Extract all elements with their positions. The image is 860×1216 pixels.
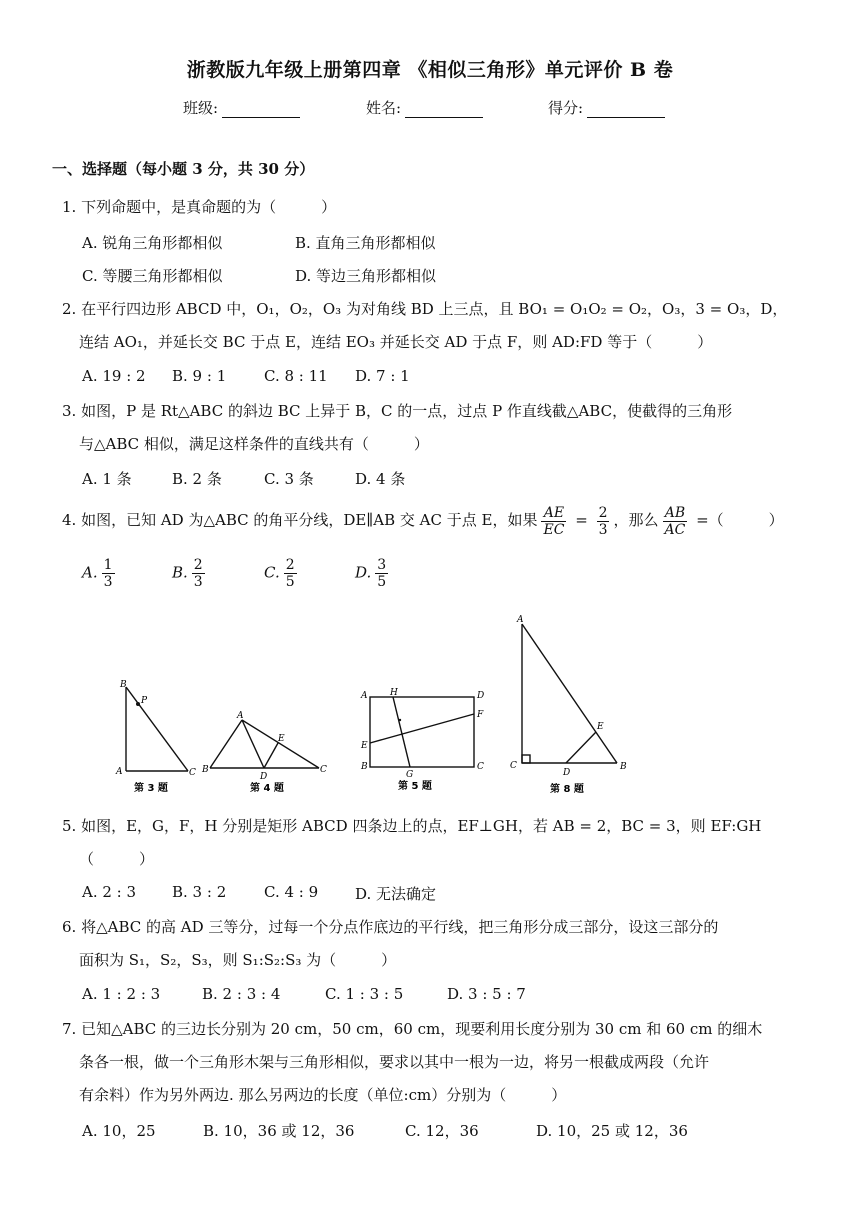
fig5-label-e: E xyxy=(361,741,368,751)
question-2-stem-line1: 2. 在平行四边形 ABCD 中，O₁，O₂，O₃ 为对角线 BD 上三点，且 BO₁ = O₁O₂ = O₂，O₃，3 = O₃，D， xyxy=(62,300,788,318)
fig8-label-b: B xyxy=(620,762,627,772)
question-4-stem-text-a: 4. 如图，已知 AD 为△ABC 的角平分线，DE∥AB 交 AC 于点 E，如果 xyxy=(62,511,538,529)
question-7-option-b: B. 10，36 或 12，36 xyxy=(203,1122,355,1140)
fraction-numerator: AB xyxy=(663,505,688,522)
fraction-denominator: 3 xyxy=(598,521,608,538)
fig5-point xyxy=(399,719,401,721)
question-6-option-d: D. 3 : 5 : 7 xyxy=(447,985,526,1003)
question-2-option-b: B. 9 : 1 xyxy=(172,367,227,385)
fig4-label-e: E xyxy=(278,734,285,744)
fig3-point-p xyxy=(136,702,140,706)
fig4-label-a: A xyxy=(237,711,244,721)
question-1-option-b: B. 直角三角形都相似 xyxy=(295,234,436,252)
fig5-label-c: C xyxy=(477,762,484,772)
fig3-caption: 第 3 题 xyxy=(134,783,168,794)
name-label: 姓名: xyxy=(366,99,402,117)
option-fraction xyxy=(375,557,388,590)
question-2-option-c: C. 8 : 11 xyxy=(264,367,328,385)
fig3-label-p: P xyxy=(141,696,148,706)
question-1-option-c: C. 等腰三角形都相似 xyxy=(82,267,223,285)
fig8-caption: 第 8 题 xyxy=(550,784,584,795)
question-2-option-a: A. 19 : 2 xyxy=(82,367,146,385)
fig4-label-b: B xyxy=(202,765,209,775)
fig8-label-e: E xyxy=(597,722,604,732)
question-4-option-d xyxy=(355,557,392,590)
option-fraction xyxy=(192,557,205,590)
question-7-stem-line2: 条各一根，做一个三角形木架与三角形相似，要求以其中一根为一边，将另一根截成两段（允许 xyxy=(79,1053,710,1071)
fig8-label-a: A xyxy=(517,615,524,625)
question-5-stem-line1: 5. 如图，E，G，F，H 分别是矩形 ABCD 四条边上的点，EF⊥GH，若 AB = 2，BC = 3，则 EF:GH xyxy=(62,817,762,835)
question-1-option-d: D. 等边三角形都相似 xyxy=(295,267,437,285)
class-field xyxy=(183,97,300,118)
name-blank xyxy=(405,103,483,118)
question-5-stem-line2: （ ） xyxy=(79,850,155,868)
question-7-option-c: C. 12，36 xyxy=(405,1122,479,1140)
fig4-segment-de xyxy=(264,743,278,768)
fraction-ae-ec xyxy=(541,505,566,538)
fraction-denominator: EC xyxy=(543,521,565,538)
option-fraction xyxy=(284,557,297,590)
fig4-side-ab xyxy=(210,720,242,768)
question-6-stem-line1: 6. 将△ABC 的高 AD 三等分，过每一个分点作底边的平行线，把三角形分成三部分，设这三部分的 xyxy=(62,918,719,936)
question-1-stem: 1. 下列命题中，是真命题的为（ ） xyxy=(62,198,337,216)
fig4-caption: 第 4 题 xyxy=(250,783,284,794)
question-3-option-c: C. 3 条 xyxy=(264,470,314,488)
question-6-option-c: C. 1 : 3 : 5 xyxy=(325,985,404,1003)
question-7-stem-line3: 有余料）作为另外两边. 那么另两边的长度（单位:cm）分别为（ ） xyxy=(79,1086,567,1104)
fig5-label-b: B xyxy=(361,762,368,772)
question-3-stem-line2: 与△ABC 相似，满足这样条件的直线共有（ ） xyxy=(79,435,429,453)
fraction-numerator: AE xyxy=(541,505,566,522)
question-4-option-c xyxy=(264,557,301,590)
figure-4 xyxy=(198,705,333,800)
question-6-stem-line2: 面积为 S₁，S₂，S₃，则 S₁:S₂:S₃ 为（ ） xyxy=(79,951,397,969)
question-4-option-b xyxy=(172,557,209,590)
question-1-option-a: A. 锐角三角形都相似 xyxy=(82,234,223,252)
fig3-label-c: C xyxy=(189,768,196,778)
score-blank xyxy=(587,103,665,118)
fig8-label-d: D xyxy=(563,768,571,778)
fraction-denominator: AC xyxy=(664,521,686,538)
question-3-stem-line1: 3. 如图，P 是 Rt△ABC 的斜边 BC 上异于 B，C 的一点，过点 P 作直线截△ABC，使截得的三角形 xyxy=(62,402,733,420)
fraction-denominator: 5 xyxy=(285,574,295,590)
question-6-option-b: B. 2 : 3 : 4 xyxy=(202,985,281,1003)
fig3-label-b: B xyxy=(120,680,127,690)
score-label: 得分: xyxy=(548,99,584,117)
fraction-numerator: 1 xyxy=(103,557,113,573)
fig8-segment-de xyxy=(566,732,596,763)
option-letter: C. xyxy=(264,563,280,582)
fig5-label-g: G xyxy=(406,770,414,780)
fig5-caption: 第 5 题 xyxy=(398,781,432,792)
figure-8 xyxy=(508,612,628,800)
class-blank xyxy=(222,103,300,118)
question-6-option-a: A. 1 : 2 : 3 xyxy=(82,985,161,1003)
fraction-denominator: 5 xyxy=(377,574,387,590)
question-7-option-d: D. 10，25 或 12，36 xyxy=(536,1122,688,1140)
question-3-option-a: A. 1 条 xyxy=(82,470,132,488)
question-4-stem-text-c: =（ ） xyxy=(696,511,784,529)
question-4-option-a xyxy=(82,557,119,590)
fig5-label-d: D xyxy=(477,691,485,701)
figure-5 xyxy=(358,685,488,800)
fraction-denominator: 3 xyxy=(193,574,203,590)
question-5-option-a: A. 2 : 3 xyxy=(82,883,137,901)
page-title: 浙教版九年级上册第四章 《相似三角形》单元评价 B 卷 xyxy=(186,59,674,81)
fig4-label-c: C xyxy=(320,765,327,775)
question-5-option-d: D. 无法确定 xyxy=(355,885,437,903)
equals-sign: = xyxy=(575,511,588,529)
fig8-right-angle xyxy=(522,755,530,763)
fraction-numerator: 2 xyxy=(598,504,608,521)
question-7-stem-line1: 7. 已知△ABC 的三边长分别为 20 cm，50 cm，60 cm，现要利用长度分别为 30 cm 和 60 cm 的细木 xyxy=(62,1020,763,1038)
fig5-label-a: A xyxy=(361,691,368,701)
fraction-numerator: 2 xyxy=(193,557,203,573)
class-label: 班级: xyxy=(183,99,219,117)
fig8-label-c: C xyxy=(510,761,517,771)
option-letter: D. xyxy=(355,563,372,582)
fig3-side-bc xyxy=(126,687,188,771)
figure-3 xyxy=(108,675,198,800)
question-2-option-d: D. 7 : 1 xyxy=(355,367,410,385)
option-letter: A. xyxy=(82,563,98,582)
fraction-ab-ac xyxy=(663,505,688,538)
fraction-numerator: 2 xyxy=(285,557,295,573)
question-2-stem-line2: 连结 AO₁，并延长交 BC 于点 E，连结 EO₃ 并延长交 AD 于点 F，则 AD:FD 等于（ ） xyxy=(79,333,713,351)
score-field xyxy=(548,97,665,118)
name-field xyxy=(366,97,483,118)
option-fraction xyxy=(102,557,115,590)
fraction-2-3 xyxy=(597,505,610,538)
question-4-stem-text-b: ，那么 xyxy=(613,511,659,529)
fig3-label-a: A xyxy=(116,767,123,777)
fig8-side-ab xyxy=(522,624,617,763)
fig5-rectangle xyxy=(370,697,474,767)
fig4-label-d: D xyxy=(260,772,268,782)
question-7-option-a: A. 10，25 xyxy=(82,1122,156,1140)
question-5-option-c: C. 4 : 9 xyxy=(264,883,319,901)
question-4-stem xyxy=(62,502,784,538)
question-5-option-b: B. 3 : 2 xyxy=(172,883,227,901)
fig5-segment-ef xyxy=(370,714,474,743)
option-letter: B. xyxy=(172,563,188,582)
fraction-numerator: 3 xyxy=(377,557,387,573)
question-3-option-b: B. 2 条 xyxy=(172,470,222,488)
fig5-label-h: H xyxy=(390,688,398,698)
fraction-denominator: 3 xyxy=(103,574,113,590)
fig5-label-f: F xyxy=(477,710,484,720)
section-title: 一、选择题（每小题 3 分，共 30 分） xyxy=(52,160,315,178)
question-3-option-d: D. 4 条 xyxy=(355,470,406,488)
